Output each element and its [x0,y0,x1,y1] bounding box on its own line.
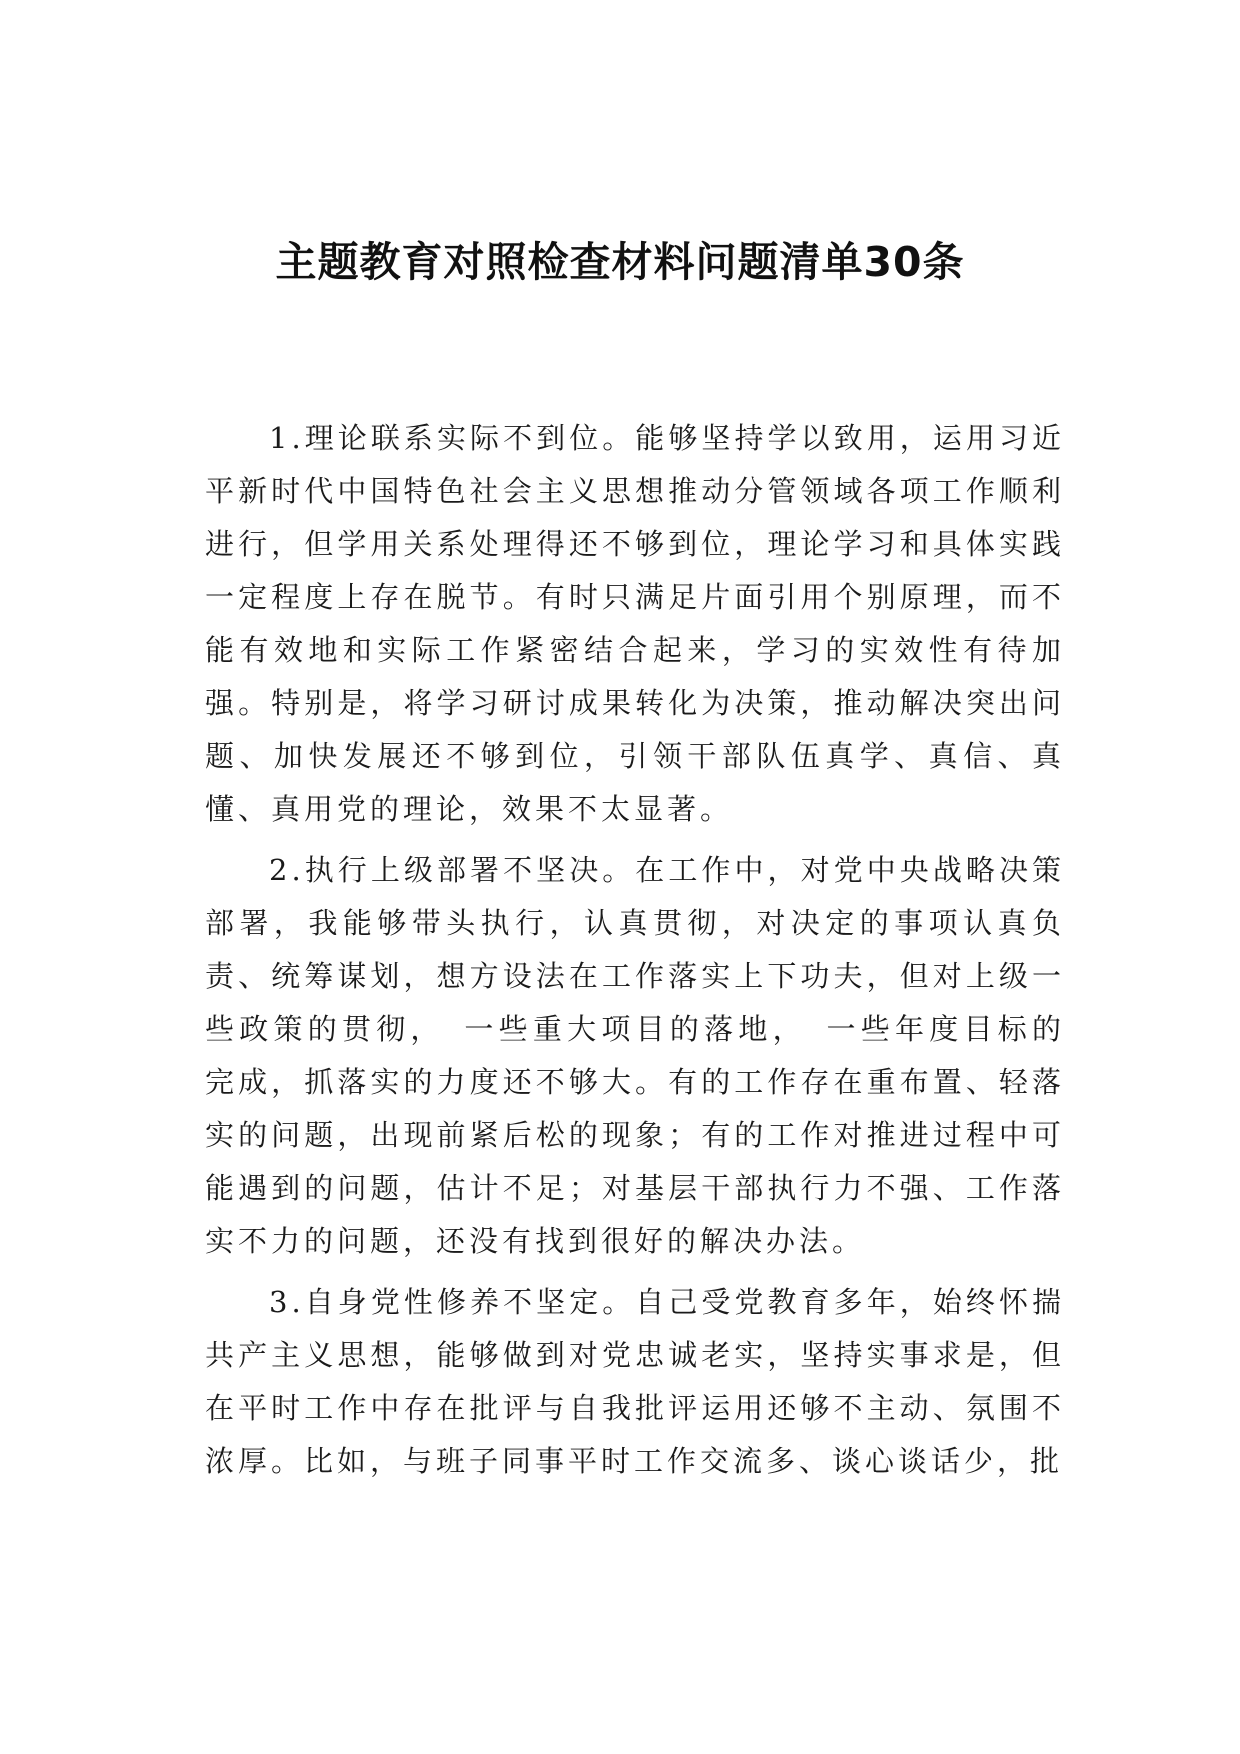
paragraph-2: 2.执行上级部署不坚决。在工作中，对党中央战略决策部署，我能够带头执行，认真贯彻，对决定的事项认真负责、统筹谋划，想方设法在工作落实上下功夫，但对上级一些政策的贯彻， 一些重大项目的落地， 一些年度目标的完成，抓落实的力度还不够大。有的工作存在重布置、轻落实的问题，出现前紧后松的现象；有的工作对推进过程中可能遇到的问题，估计不足；对基层干部执行力不强、工作落实不力的问题，还没有找到很好的解决办法。 [205,853,1065,1258]
paragraph-1: 1.理论联系实际不到位。能够坚持学以致用，运用习近平新时代中国特色社会主义思想推动分管领域各项工作顺利进行，但学用关系处理得还不够到位，理论学习和具体实践一定程度上存在脱节。有时只满足片面引用个别原理，而不能有效地和实际工作紧密结合起来，学习的实效性有待加强。特别是，将学习研讨成果转化为决策，推动解决突出问题、加快发展还不够到位，引领干部队伍真学、真信、真懂、真用党的理论，效果不太显著。 [205,421,1065,826]
document-body [205,412,1065,1488]
document-title: 主题教育对照检查材料问题清单30条 [275,238,965,286]
paragraph-3: 3.自身党性修养不坚定。自己受党教育多年，始终怀揣共产主义思想，能够做到对党忠诚老实，坚持实事求是，但在平时工作中存在批评与自我批评运用还够不主动、氛围不浓厚。比如，与班子同事平时工作交流多、谈心谈话少，批 [205,1285,1065,1478]
